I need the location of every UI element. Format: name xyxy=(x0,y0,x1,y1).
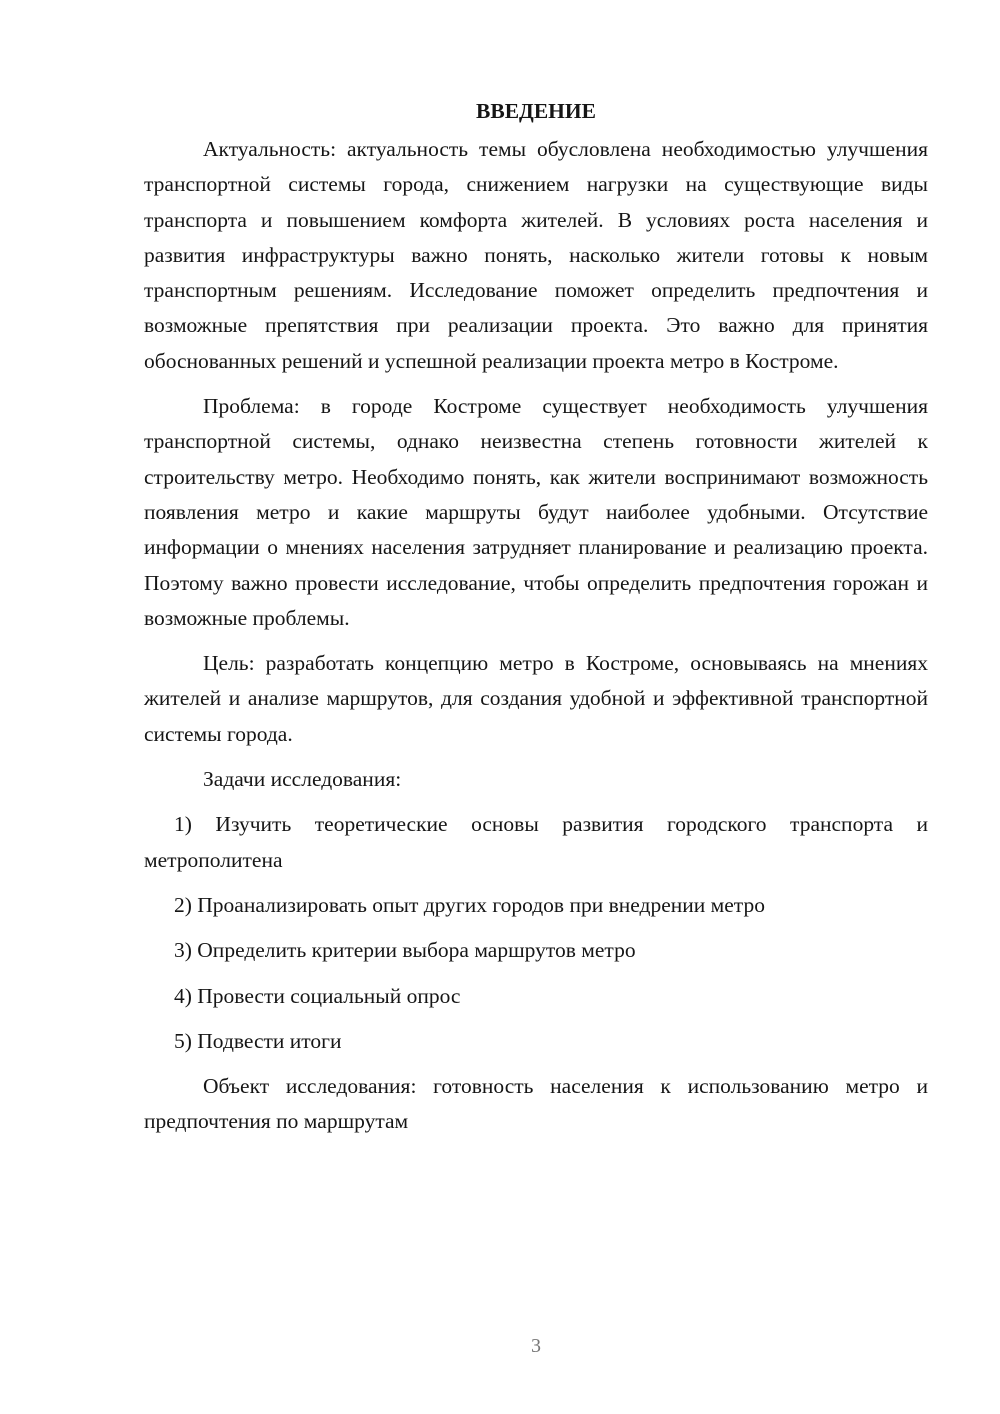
task-item-1: 1) Изучить теоретические основы развития городского транспорта и метрополитена xyxy=(144,812,928,872)
goal-paragraph: Цель: разработать концепцию метро в Костроме, основываясь на мнениях жителей и анализе маршрутов, для создания удобной и эффективной транспортной системы города. xyxy=(144,651,928,746)
task-item-2: 2) Проанализировать опыт других городов при внедрении метро xyxy=(174,892,765,917)
tasks-heading: Задачи исследования: xyxy=(203,767,402,792)
problem-paragraph: Проблема: в городе Костроме существует необходимость улучшения транспортной системы, однако неизвестна степень готовности жителей к строительству метро. Необходимо понять, как жители воспринимают возможность появления метро и какие маршруты будут наиболее удобными. Отсутствие информации о мнениях населения затрудняет планирование и реализацию проекта. Поэтому важно провести исследование, чтобы определить предпочтения горожан и возможные проблемы. xyxy=(144,394,928,630)
task-item-3: 3) Определить критерии выбора маршрутов метро xyxy=(174,938,636,963)
page-content xyxy=(144,96,928,1150)
task-item-4: 4) Провести социальный опрос xyxy=(174,983,461,1008)
task-item-5: 5) Подвести итоги xyxy=(174,1028,342,1053)
relevance-paragraph: Актуальность: актуальность темы обусловлена необходимостью улучшения транспортной системы города, снижением нагрузки на существующие виды транспорта и повышением комфорта жителей. В условиях роста населения и развития инфраструктуры важно понять, насколько жители готовы к новым транспортным решениям. Исследование поможет определить предпочтения и возможные препятствия при реализации проекта. Это важно для принятия обоснованных решений и успешной реализации проекта метро в Костроме. xyxy=(144,137,928,373)
page-number: 3 xyxy=(531,1335,541,1357)
object-paragraph: Объект исследования: готовность населения к использованию метро и предпочтения по маршрутам xyxy=(144,1074,928,1134)
section-heading: ВВЕДЕНИЕ xyxy=(476,99,596,123)
